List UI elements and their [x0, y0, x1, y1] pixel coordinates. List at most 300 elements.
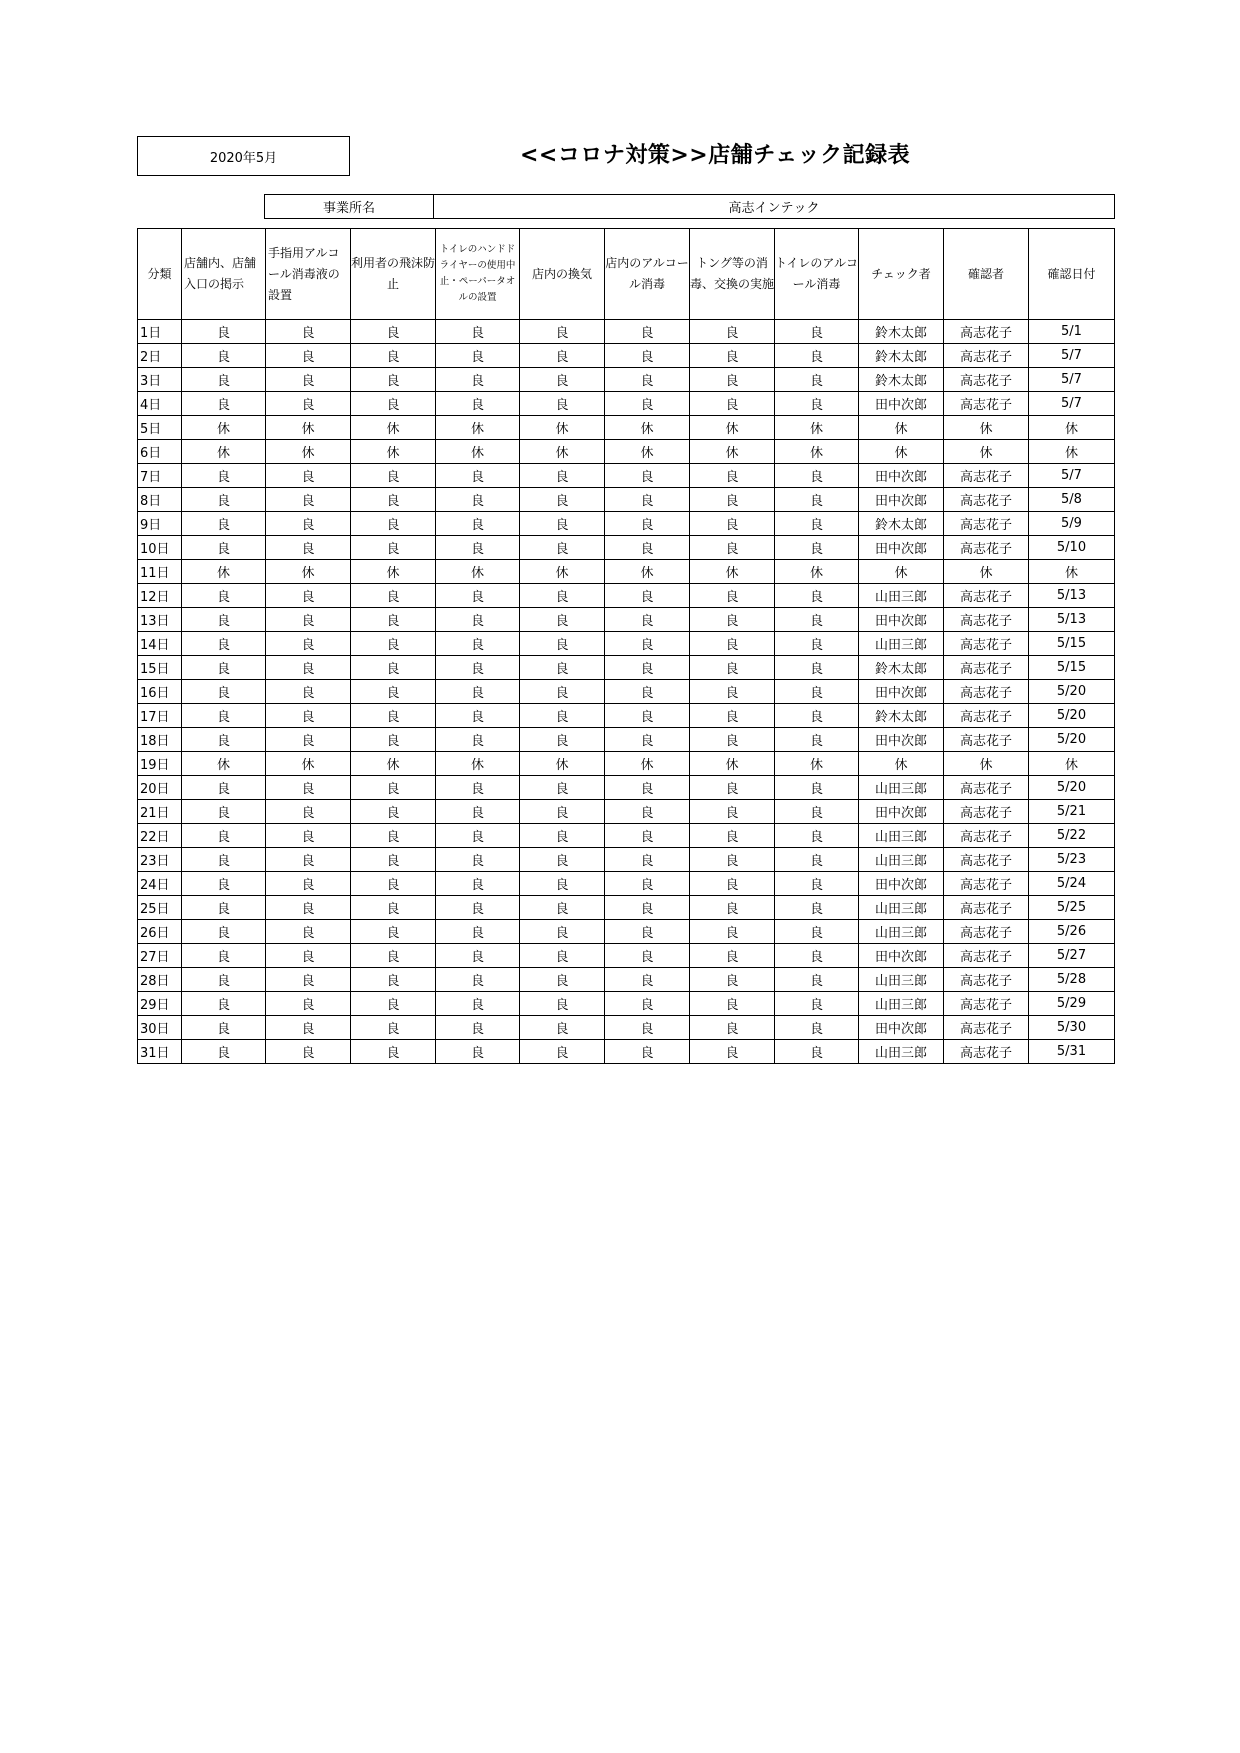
check-record-table — [137, 228, 1115, 1064]
table-cell: 休 — [266, 560, 351, 584]
table-cell: 良 — [351, 800, 436, 824]
table-cell: 良 — [605, 320, 690, 344]
table-cell: 田中次郎 — [859, 944, 944, 968]
table-cell: 休 — [351, 752, 436, 776]
table-cell: 5/21 — [1029, 800, 1115, 824]
day-cell: 23日 — [138, 848, 182, 872]
table-row — [138, 368, 1115, 392]
table-cell: 高志花子 — [944, 632, 1029, 656]
table-row — [138, 512, 1115, 536]
table-cell: 良 — [182, 1016, 266, 1040]
table-cell: 高志花子 — [944, 1040, 1029, 1064]
column-header: 確認者 — [944, 229, 1029, 320]
table-cell: 良 — [690, 1016, 775, 1040]
table-cell: 良 — [436, 584, 520, 608]
table-cell: 休 — [351, 560, 436, 584]
table-cell: 良 — [436, 1016, 520, 1040]
table-cell: 良 — [775, 344, 859, 368]
table-cell: 5/29 — [1029, 992, 1115, 1016]
table-cell: 良 — [605, 632, 690, 656]
table-row — [138, 728, 1115, 752]
table-cell: 良 — [266, 776, 351, 800]
table-cell: 良 — [436, 704, 520, 728]
table-row — [138, 896, 1115, 920]
table-cell: 高志花子 — [944, 368, 1029, 392]
table-cell: 良 — [182, 992, 266, 1016]
table-cell: 良 — [775, 776, 859, 800]
table-cell: 良 — [520, 656, 605, 680]
table-cell: 5/22 — [1029, 824, 1115, 848]
table-cell: 山田三郎 — [859, 896, 944, 920]
table-cell: 休 — [775, 752, 859, 776]
column-header: 店内の換気 — [520, 229, 605, 320]
table-cell: 良 — [266, 896, 351, 920]
table-cell: 良 — [605, 464, 690, 488]
table-cell: 良 — [436, 872, 520, 896]
table-cell: 休 — [605, 560, 690, 584]
table-cell: 良 — [266, 920, 351, 944]
table-cell: 良 — [690, 344, 775, 368]
table-cell: 良 — [266, 704, 351, 728]
table-cell: 良 — [436, 896, 520, 920]
table-cell: 良 — [351, 632, 436, 656]
table-cell: 良 — [775, 968, 859, 992]
table-cell: 5/10 — [1029, 536, 1115, 560]
table-cell: 5/27 — [1029, 944, 1115, 968]
table-cell: 良 — [690, 776, 775, 800]
table-cell: 高志花子 — [944, 704, 1029, 728]
table-row — [138, 992, 1115, 1016]
table-cell: 良 — [266, 368, 351, 392]
day-cell: 21日 — [138, 800, 182, 824]
table-cell: 良 — [605, 680, 690, 704]
table-cell: 休 — [690, 416, 775, 440]
table-cell: 休 — [859, 440, 944, 464]
table-cell: 休 — [690, 440, 775, 464]
table-cell: 休 — [436, 416, 520, 440]
table-cell: 良 — [351, 896, 436, 920]
day-cell: 20日 — [138, 776, 182, 800]
table-cell: 高志花子 — [944, 344, 1029, 368]
day-cell: 11日 — [138, 560, 182, 584]
table-cell: 良 — [266, 512, 351, 536]
table-cell: 高志花子 — [944, 584, 1029, 608]
table-cell: 休 — [944, 440, 1029, 464]
table-cell: 良 — [605, 992, 690, 1016]
table-cell: 良 — [690, 680, 775, 704]
table-cell: 休 — [351, 416, 436, 440]
table-cell: 良 — [436, 992, 520, 1016]
table-cell: 5/31 — [1029, 1040, 1115, 1064]
day-cell: 29日 — [138, 992, 182, 1016]
day-cell: 8日 — [138, 488, 182, 512]
table-cell: 高志花子 — [944, 968, 1029, 992]
table-cell: 休 — [605, 440, 690, 464]
table-cell: 良 — [351, 488, 436, 512]
table-cell: 高志花子 — [944, 728, 1029, 752]
table-cell: 良 — [775, 368, 859, 392]
table-cell: 良 — [605, 1016, 690, 1040]
table-cell: 良 — [520, 680, 605, 704]
table-cell: 良 — [520, 848, 605, 872]
day-cell: 9日 — [138, 512, 182, 536]
table-cell: 休 — [182, 560, 266, 584]
table-cell: 良 — [520, 920, 605, 944]
table-cell: 良 — [690, 800, 775, 824]
table-cell: 良 — [436, 824, 520, 848]
table-cell: 良 — [520, 872, 605, 896]
table-cell: 良 — [775, 992, 859, 1016]
table-cell: 良 — [520, 608, 605, 632]
table-cell: 良 — [690, 392, 775, 416]
table-cell: 良 — [520, 944, 605, 968]
table-row — [138, 776, 1115, 800]
table-cell: 良 — [520, 512, 605, 536]
table-cell: 良 — [690, 896, 775, 920]
day-cell: 5日 — [138, 416, 182, 440]
table-cell: 高志花子 — [944, 488, 1029, 512]
table-cell: 良 — [266, 992, 351, 1016]
table-cell: 良 — [182, 1040, 266, 1064]
table-cell: 鈴木太郎 — [859, 368, 944, 392]
table-cell: 休 — [775, 440, 859, 464]
table-cell: 5/28 — [1029, 968, 1115, 992]
table-cell: 良 — [605, 368, 690, 392]
table-cell: 良 — [351, 680, 436, 704]
table-cell: 良 — [775, 608, 859, 632]
table-cell: 良 — [351, 584, 436, 608]
table-cell: 良 — [605, 896, 690, 920]
table-cell: 良 — [266, 608, 351, 632]
table-row — [138, 752, 1115, 776]
table-cell: 高志花子 — [944, 320, 1029, 344]
header-row — [138, 229, 1115, 320]
table-cell: 良 — [690, 944, 775, 968]
day-cell: 18日 — [138, 728, 182, 752]
table-cell: 良 — [351, 848, 436, 872]
table-cell: 良 — [605, 800, 690, 824]
table-cell: 良 — [266, 728, 351, 752]
table-cell: 休 — [182, 416, 266, 440]
table-cell: 良 — [266, 1040, 351, 1064]
table-cell: 良 — [520, 320, 605, 344]
table-row — [138, 536, 1115, 560]
table-cell: 高志花子 — [944, 800, 1029, 824]
table-cell: 良 — [436, 656, 520, 680]
table-cell: 高志花子 — [944, 656, 1029, 680]
table-cell: 山田三郎 — [859, 1040, 944, 1064]
table-cell: 良 — [605, 344, 690, 368]
table-cell: 高志花子 — [944, 992, 1029, 1016]
table-cell: 良 — [520, 344, 605, 368]
table-row — [138, 560, 1115, 584]
table-cell: 良 — [775, 848, 859, 872]
table-cell: 5/20 — [1029, 680, 1115, 704]
table-cell: 5/30 — [1029, 1016, 1115, 1040]
table-cell: 良 — [605, 584, 690, 608]
table-cell: 山田三郎 — [859, 824, 944, 848]
table-row — [138, 608, 1115, 632]
table-cell: 良 — [182, 800, 266, 824]
table-cell: 5/13 — [1029, 608, 1115, 632]
column-header: チェック者 — [859, 229, 944, 320]
table-cell: 5/24 — [1029, 872, 1115, 896]
table-cell: 良 — [436, 320, 520, 344]
table-row — [138, 848, 1115, 872]
table-cell: 良 — [520, 776, 605, 800]
table-cell: 良 — [690, 608, 775, 632]
table-cell: 良 — [436, 1040, 520, 1064]
table-cell: 高志花子 — [944, 896, 1029, 920]
table-cell: 鈴木太郎 — [859, 512, 944, 536]
table-cell: 良 — [182, 896, 266, 920]
day-cell: 22日 — [138, 824, 182, 848]
table-cell: 良 — [351, 368, 436, 392]
table-cell: 良 — [605, 944, 690, 968]
table-cell: 良 — [775, 584, 859, 608]
table-cell: 良 — [436, 848, 520, 872]
table-cell: 休 — [520, 440, 605, 464]
table-cell: 5/23 — [1029, 848, 1115, 872]
table-cell: 5/7 — [1029, 344, 1115, 368]
table-cell: 良 — [266, 464, 351, 488]
table-cell: 田中次郎 — [859, 392, 944, 416]
table-cell: 良 — [182, 584, 266, 608]
table-cell: 5/7 — [1029, 368, 1115, 392]
office-table — [264, 194, 1115, 219]
table-cell: 良 — [520, 464, 605, 488]
table-cell: 良 — [436, 728, 520, 752]
table-row — [138, 656, 1115, 680]
table-cell: 休 — [436, 560, 520, 584]
table-cell: 良 — [351, 464, 436, 488]
table-cell: 田中次郎 — [859, 464, 944, 488]
day-cell: 3日 — [138, 368, 182, 392]
table-cell: 良 — [266, 536, 351, 560]
table-cell: 休 — [859, 560, 944, 584]
table-row — [138, 392, 1115, 416]
table-row — [138, 944, 1115, 968]
table-cell: 高志花子 — [944, 848, 1029, 872]
table-row — [138, 464, 1115, 488]
table-cell: 良 — [605, 512, 690, 536]
table-cell: 良 — [690, 536, 775, 560]
table-cell: 良 — [690, 872, 775, 896]
table-cell: 高志花子 — [944, 776, 1029, 800]
table-cell: 良 — [266, 968, 351, 992]
table-cell: 良 — [605, 392, 690, 416]
table-cell: 良 — [520, 1016, 605, 1040]
table-cell: 良 — [775, 632, 859, 656]
table-cell: 5/15 — [1029, 656, 1115, 680]
table-cell: 良 — [182, 488, 266, 512]
table-cell: 休 — [1029, 752, 1115, 776]
table-cell: 良 — [690, 368, 775, 392]
table-cell: 良 — [436, 608, 520, 632]
table-row — [138, 704, 1115, 728]
day-cell: 25日 — [138, 896, 182, 920]
table-cell: 良 — [351, 728, 436, 752]
table-cell: 良 — [182, 704, 266, 728]
table-cell: 高志花子 — [944, 680, 1029, 704]
table-cell: 良 — [182, 968, 266, 992]
table-cell: 休 — [944, 416, 1029, 440]
table-cell: 良 — [690, 968, 775, 992]
table-cell: 良 — [605, 776, 690, 800]
table-cell: 良 — [520, 968, 605, 992]
table-cell: 休 — [266, 440, 351, 464]
table-cell: 休 — [690, 560, 775, 584]
table-cell: 良 — [182, 536, 266, 560]
table-cell: 良 — [436, 392, 520, 416]
table-cell: 良 — [266, 824, 351, 848]
table-cell: 高志花子 — [944, 464, 1029, 488]
table-cell: 休 — [1029, 416, 1115, 440]
table-cell: 5/15 — [1029, 632, 1115, 656]
table-cell: 良 — [351, 1016, 436, 1040]
table-cell: 良 — [690, 992, 775, 1016]
table-cell: 5/25 — [1029, 896, 1115, 920]
table-cell: 休 — [605, 416, 690, 440]
day-cell: 26日 — [138, 920, 182, 944]
table-cell: 良 — [351, 968, 436, 992]
table-cell: 良 — [690, 920, 775, 944]
table-row — [138, 680, 1115, 704]
table-cell: 良 — [436, 944, 520, 968]
table-cell: 5/20 — [1029, 704, 1115, 728]
table-cell: 良 — [266, 488, 351, 512]
column-header: 店内のアルコール消毒 — [605, 229, 690, 320]
table-cell: 良 — [605, 488, 690, 512]
table-cell: 休 — [520, 560, 605, 584]
table-cell: 良 — [605, 872, 690, 896]
table-cell: 田中次郎 — [859, 608, 944, 632]
table-row — [138, 488, 1115, 512]
table-row — [138, 440, 1115, 464]
table-cell: 良 — [775, 824, 859, 848]
table-cell: 良 — [182, 512, 266, 536]
table-cell: 良 — [436, 464, 520, 488]
table-cell: 休 — [605, 752, 690, 776]
table-cell: 良 — [351, 776, 436, 800]
table-cell: 休 — [520, 752, 605, 776]
table-cell: 5/13 — [1029, 584, 1115, 608]
table-cell: 良 — [520, 704, 605, 728]
table-cell: 鈴木太郎 — [859, 320, 944, 344]
table-cell: 良 — [690, 584, 775, 608]
table-cell: 5/8 — [1029, 488, 1115, 512]
table-cell: 良 — [351, 536, 436, 560]
day-cell: 27日 — [138, 944, 182, 968]
table-cell: 休 — [1029, 440, 1115, 464]
table-cell: 良 — [520, 488, 605, 512]
table-cell: 良 — [520, 536, 605, 560]
table-cell: 田中次郎 — [859, 1016, 944, 1040]
table-cell: 良 — [690, 728, 775, 752]
table-cell: 良 — [351, 824, 436, 848]
table-cell: 休 — [266, 416, 351, 440]
table-cell: 田中次郎 — [859, 800, 944, 824]
table-row — [138, 968, 1115, 992]
table-cell: 休 — [859, 416, 944, 440]
table-cell: 鈴木太郎 — [859, 704, 944, 728]
day-cell: 28日 — [138, 968, 182, 992]
table-cell: 良 — [436, 536, 520, 560]
table-cell: 山田三郎 — [859, 992, 944, 1016]
table-cell: 良 — [520, 1040, 605, 1064]
table-cell: 良 — [266, 800, 351, 824]
table-cell: 良 — [775, 536, 859, 560]
table-cell: 休 — [690, 752, 775, 776]
table-cell: 休 — [944, 752, 1029, 776]
day-cell: 1日 — [138, 320, 182, 344]
table-cell: 良 — [436, 776, 520, 800]
day-cell: 16日 — [138, 680, 182, 704]
table-cell: 良 — [775, 680, 859, 704]
day-cell: 13日 — [138, 608, 182, 632]
month-label: 2020年5月 — [137, 136, 350, 176]
table-cell: 良 — [182, 848, 266, 872]
table-cell: 良 — [690, 656, 775, 680]
table-cell: 山田三郎 — [859, 584, 944, 608]
table-cell: 高志花子 — [944, 944, 1029, 968]
table-cell: 良 — [436, 368, 520, 392]
table-row — [138, 320, 1115, 344]
table-cell: 5/9 — [1029, 512, 1115, 536]
table-cell: 良 — [775, 728, 859, 752]
table-cell: 休 — [520, 416, 605, 440]
table-row — [138, 800, 1115, 824]
table-cell: 良 — [266, 320, 351, 344]
day-cell: 31日 — [138, 1040, 182, 1064]
column-header: トング等の消毒、交換の実施 — [690, 229, 775, 320]
table-cell: 良 — [266, 392, 351, 416]
table-cell: 良 — [182, 872, 266, 896]
table-row — [138, 920, 1115, 944]
day-cell: 19日 — [138, 752, 182, 776]
table-cell: 良 — [520, 800, 605, 824]
table-cell: 良 — [436, 800, 520, 824]
table-cell: 良 — [351, 656, 436, 680]
table-cell: 休 — [351, 440, 436, 464]
table-cell: 休 — [944, 560, 1029, 584]
table-cell: 良 — [520, 632, 605, 656]
table-cell: 休 — [182, 440, 266, 464]
table-cell: 良 — [266, 680, 351, 704]
column-header: トイレのアルコール消毒 — [775, 229, 859, 320]
column-header: 分類 — [138, 229, 182, 320]
table-row — [138, 416, 1115, 440]
table-cell: 良 — [266, 848, 351, 872]
table-cell: 5/7 — [1029, 392, 1115, 416]
table-cell: 山田三郎 — [859, 968, 944, 992]
table-cell: 良 — [436, 512, 520, 536]
day-cell: 6日 — [138, 440, 182, 464]
table-cell: 良 — [351, 512, 436, 536]
page-title: <<コロナ対策>>店舗チェック記録表 — [520, 143, 911, 168]
table-cell: 休 — [266, 752, 351, 776]
table-cell: 良 — [182, 368, 266, 392]
table-cell: 良 — [182, 392, 266, 416]
table-cell: 良 — [520, 728, 605, 752]
table-cell: 良 — [266, 656, 351, 680]
table-cell: 良 — [605, 608, 690, 632]
table-cell: 良 — [775, 320, 859, 344]
table-cell: 良 — [605, 656, 690, 680]
table-cell: 良 — [266, 944, 351, 968]
table-row — [138, 632, 1115, 656]
table-cell: 高志花子 — [944, 536, 1029, 560]
